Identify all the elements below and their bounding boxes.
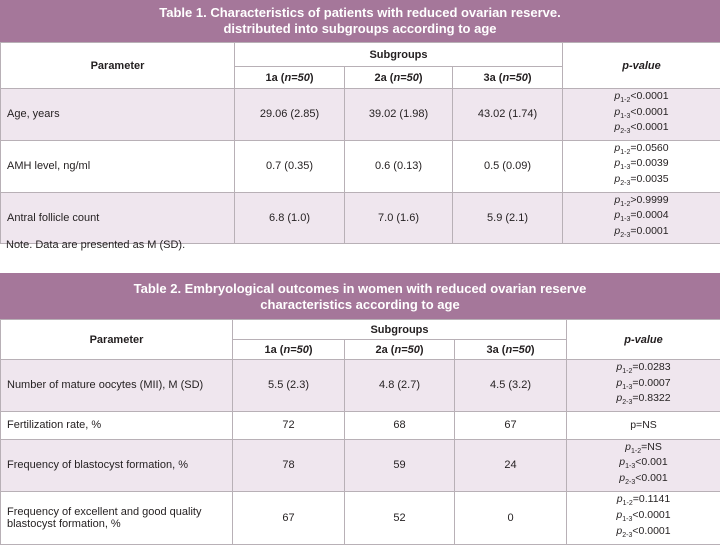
table-1-group-2a: 2a (n=50) [345, 67, 453, 89]
table-row [1, 491, 720, 544]
parameter-cell: Fertilization rate, % [1, 411, 233, 439]
value-cell: 67 [233, 491, 345, 544]
value-cell: 7.0 (1.6) [345, 192, 453, 244]
table-1-title [0, 0, 720, 42]
pvalue-cell: $p_{1-2}=0.0560$ $p_{1-3}=0.0039$ $p_{2-3}=0.0035$ [563, 140, 720, 192]
table-row [1, 89, 720, 141]
parameter-cell: Number of mature oocytes (MII), M (SD) [1, 360, 233, 412]
value-cell: 72 [233, 411, 345, 439]
table-1-pvalue-header: p-value [563, 43, 720, 89]
table-2-title [0, 273, 720, 319]
table-1-title-line-1: Table 1. Characteristics of patients with reduced ovarian reserve. [0, 5, 720, 21]
value-cell: 67 [455, 411, 567, 439]
table-row [1, 411, 720, 439]
pvalue-cell: $p_{1-2}=NS$ $p_{1-3}<0.001$ $p_{2-3}<0.001$ [567, 439, 720, 491]
table-2 [0, 273, 720, 545]
parameter-cell: Frequency of excellent and good quality blastocyst formation, % [1, 491, 233, 544]
table-2-title-line-2: characteristics according to age [0, 297, 720, 313]
value-cell: 39.02 (1.98) [345, 89, 453, 141]
value-cell: 29.06 (2.85) [235, 89, 345, 141]
table-2-subgroups-header: Subgroups [233, 320, 567, 340]
pvalue-cell: $p_{1-2}=0.1141$ $p_{1-3}<0.0001$ $p_{2-3}<0.0001$ [567, 491, 720, 544]
value-cell: 4.8 (2.7) [345, 360, 455, 412]
parameter-cell: Antral follicle count [1, 192, 235, 244]
table-1 [0, 0, 720, 244]
pvalue-cell: p=NS [567, 411, 720, 439]
table-1-subgroups-header: Subgroups [235, 43, 563, 67]
table-2-group-1a: 1a (n=50) [233, 340, 345, 360]
table-row [1, 140, 720, 192]
value-cell: 43.02 (1.74) [453, 89, 563, 141]
value-cell: 52 [345, 491, 455, 544]
table-2-pvalue-header: p-value [567, 320, 720, 360]
value-cell: 78 [233, 439, 345, 491]
parameter-cell: Age, years [1, 89, 235, 141]
table-row [1, 192, 720, 244]
table-2-group-3a: 3a (n=50) [455, 340, 567, 360]
value-cell: 0.5 (0.09) [453, 140, 563, 192]
value-cell: 0 [455, 491, 567, 544]
value-cell: 6.8 (1.0) [235, 192, 345, 244]
table-1-group-1a: 1a (n=50) [235, 67, 345, 89]
table-1-grid [0, 42, 720, 244]
parameter-cell: Frequency of blastocyst formation, % [1, 439, 233, 491]
value-cell: 5.9 (2.1) [453, 192, 563, 244]
table-1-parameter-header: Parameter [1, 43, 235, 89]
pvalue-cell: $p_{1-2}=0.0283$ $p_{1-3}=0.0007$ $p_{2-3}=0.8322$ [567, 360, 720, 412]
table-2-grid [0, 319, 720, 545]
value-cell: 59 [345, 439, 455, 491]
table-row [1, 439, 720, 491]
parameter-cell: AMH level, ng/ml [1, 140, 235, 192]
table-row [1, 360, 720, 412]
value-cell: 24 [455, 439, 567, 491]
value-cell: 4.5 (3.2) [455, 360, 567, 412]
table-2-title-line-1: Table 2. Embryological outcomes in women with reduced ovarian reserve [0, 281, 720, 297]
table-2-group-2a: 2a (n=50) [345, 340, 455, 360]
table-1-note: Note. Data are presented as M (SD). [6, 239, 185, 251]
pvalue-cell: $p_{1-2}<0.0001$ $p_{1-3}<0.0001$ $p_{2-3}<0.0001$ [563, 89, 720, 141]
pvalue-cell: $p_{1-2}>0.9999$ $p_{1-3}=0.0004$ $p_{2-3}=0.0001$ [563, 192, 720, 244]
table-1-group-3a: 3a (n=50) [453, 67, 563, 89]
value-cell: 0.7 (0.35) [235, 140, 345, 192]
table-1-title-line-2: distributed into subgroups according to age [0, 21, 720, 37]
value-cell: 5.5 (2.3) [233, 360, 345, 412]
value-cell: 0.6 (0.13) [345, 140, 453, 192]
value-cell: 68 [345, 411, 455, 439]
table-2-parameter-header: Parameter [1, 320, 233, 360]
